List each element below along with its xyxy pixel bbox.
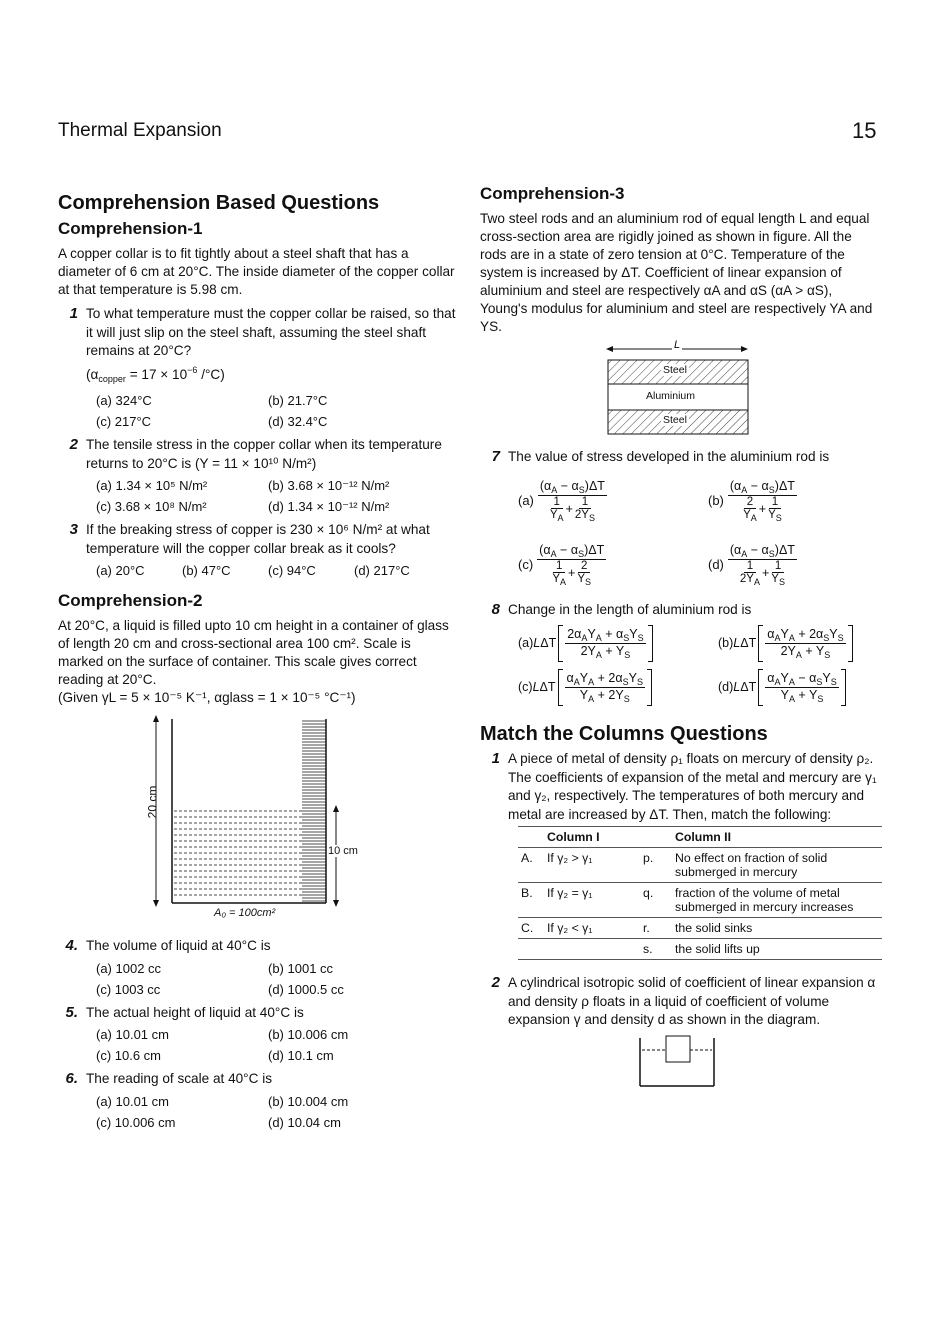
comprehension-3-title: Comprehension-3 xyxy=(480,184,625,203)
option-a: (a) $(\alpha_A - \alpha_S)\Delta T$ 1 $Y_A$ + 1 $2Y_S$ xyxy=(518,478,605,523)
given-constant: ($\alpha_{copper} = 17 \times 10^{-6}$ /°C) xyxy=(86,364,225,384)
container-figure xyxy=(138,713,458,925)
rods-figure xyxy=(604,339,880,438)
option-d: (d) 10.1 cm xyxy=(268,1048,334,1063)
comprehension-1-title: Comprehension-1 xyxy=(58,219,203,238)
option-b: (b) 1001 cc xyxy=(268,960,334,976)
table-row: s. the solid lifts up xyxy=(518,939,882,960)
table-header xyxy=(518,827,882,848)
match-question-2 xyxy=(480,974,880,1030)
question-number: 7 xyxy=(491,448,500,465)
question-8 xyxy=(480,601,880,620)
table-row: C. If γ₂ < γ₁ r. the solid sinks xyxy=(518,918,882,939)
area-label: A₀ = 100cm² xyxy=(214,907,276,919)
column-1-header: Column I xyxy=(544,827,640,848)
question-7-options xyxy=(518,469,880,597)
comprehension-2-title: Comprehension-2 xyxy=(58,591,203,610)
option-c: (c) 1003 cc xyxy=(96,981,161,997)
steel-rod-top-label: Steel xyxy=(663,364,687,376)
height-label: 20 cm xyxy=(145,785,160,819)
scale-ticks xyxy=(302,721,326,901)
question-text: A cylindrical isotropic solid of coefficient of linear expansion α and density ρ floats in a liquid of coefficient of volume expansion γ and density d as shown in the diagram. xyxy=(508,975,876,1027)
match-table xyxy=(518,826,882,960)
option-c: (c) 10.6 cm xyxy=(96,1048,162,1063)
steel-rod-bottom-label: Steel xyxy=(663,414,687,426)
question-6-options xyxy=(96,1091,458,1133)
question-3-options xyxy=(96,560,458,581)
option-d: (d) 1.34 × 10⁻¹² N/m² xyxy=(268,499,390,514)
column-2-header: Column II xyxy=(672,827,882,848)
question-number: 1 xyxy=(69,305,78,322)
option-a: (a) 1002 cc xyxy=(96,960,162,976)
match-columns-title: Match the Columns Questions xyxy=(480,723,768,745)
question-6 xyxy=(58,1070,458,1089)
question-number: 5. xyxy=(65,1003,78,1021)
option-b: (b) 3.68 × 10⁻¹² N/m² xyxy=(268,478,390,493)
table-row: B. If γ₂ = γ₁ q. fraction of the volume of metal submerged in mercury increases xyxy=(518,883,882,918)
question-1 xyxy=(58,305,458,388)
question-text: The volume of liquid at 40°C is xyxy=(86,938,271,953)
question-text: The reading of scale at 40°C is xyxy=(86,1071,273,1086)
option-b: (b) 47°C xyxy=(182,563,231,578)
question-4-options xyxy=(96,958,458,1000)
option-d: (d) 32.4°C xyxy=(268,414,328,429)
option-a: (a) 324°C xyxy=(96,393,152,408)
liquid-level xyxy=(174,811,302,895)
right-column xyxy=(480,184,880,1095)
container-diagram xyxy=(138,713,398,925)
option-c: (c) L ΔT $\frac{\alpha_AY_A + 2\alpha_SY_S}{Y_A + 2Y_S}$ xyxy=(518,665,718,709)
question-2-options xyxy=(96,475,458,517)
left-column xyxy=(58,184,458,1133)
question-number: 1 xyxy=(491,750,500,767)
option-a: (a) 20°C xyxy=(96,563,145,578)
option-a: (a) 10.01 cm xyxy=(96,1027,169,1042)
length-label: L xyxy=(674,339,681,351)
question-text: The value of stress developed in the aluminium rod is xyxy=(508,449,830,464)
option-d: (d) 1000.5 cc xyxy=(268,981,344,997)
question-7 xyxy=(480,448,880,467)
question-text: Change in the length of aluminium rod is xyxy=(508,601,752,617)
option-d: (d) L ΔT $\frac{\alpha_AY_A - \alpha_SY_S}{Y_A + Y_S}$ xyxy=(718,665,918,709)
question-text: The actual height of liquid at 40°C is xyxy=(86,1004,304,1020)
level-label: 10 cm xyxy=(328,845,358,857)
question-5 xyxy=(58,1004,458,1023)
floating-solid-diagram xyxy=(638,1034,718,1090)
floating-solid-figure xyxy=(638,1034,880,1095)
option-d: (d) 10.04 cm xyxy=(268,1114,341,1130)
option-c: (c) $(\alpha_A - \alpha_S)\Delta T$ 1 $Y_A$ + 2 $Y_S$ xyxy=(518,542,605,587)
option-a: (a) L ΔT $\frac{2\alpha_AY_A + \alpha_SY_S}{2Y_A + Y_S}$ xyxy=(518,621,718,665)
question-8-options xyxy=(518,621,880,709)
option-a: (a) 10.01 cm xyxy=(96,1093,169,1109)
question-number: 2 xyxy=(69,436,78,453)
question-text: To what temperature must the copper collar be raised, so that it will just slip on the steel shaft, assuming the steel shaft remains at 20°C? xyxy=(86,306,456,358)
option-c: (c) 217°C xyxy=(96,414,152,429)
option-d: (d) 217°C xyxy=(354,563,410,578)
section-title: Comprehension Based Questions xyxy=(58,192,380,214)
match-question-1 xyxy=(480,750,880,824)
question-number: 8 xyxy=(491,600,500,618)
question-4 xyxy=(58,937,458,956)
table-row: A. If γ₂ > γ₁ p. No effect on fraction of solid submerged in mercury xyxy=(518,848,882,883)
option-d: (d) $(\alpha_A - \alpha_S)\Delta T$ 1 $2Y_A$ + 1 $Y_S$ xyxy=(708,542,795,587)
comprehension-2-passage: At 20°C, a liquid is filled upto 10 cm height in a container of glass of length 20 cm and cross-sectional area 100 cm². Scale is marked on the surface of container. This scale gives correct reading at 20°C. xyxy=(58,618,449,687)
aluminium-rod-label: Aluminium xyxy=(646,390,696,402)
option-a: (a) 1.34 × 10⁵ N/m² xyxy=(96,478,208,493)
question-number: 6. xyxy=(65,1070,78,1087)
question-number: 4. xyxy=(65,937,78,954)
option-b: (b) 10.004 cm xyxy=(268,1093,349,1109)
question-3 xyxy=(58,521,458,558)
comprehension-1-passage: A copper collar is to fit tightly about a steel shaft that has a diameter of 6 cm at 20°C. The inside diameter of the copper collar at that temperature is 5.98 cm. xyxy=(58,246,455,297)
question-2 xyxy=(58,436,458,473)
option-c: (c) 3.68 × 10⁸ N/m² xyxy=(96,499,207,514)
option-c: (c) 94°C xyxy=(268,563,316,578)
question-5-options xyxy=(96,1024,458,1066)
option-b: (b) 21.7°C xyxy=(268,393,328,408)
question-text: The tensile stress in the copper collar when its temperature returns to 20°C is (Y = 11 × 10¹⁰ N/m²) xyxy=(86,437,442,471)
question-text: A piece of metal of density ρ₁ floats on mercury of density ρ₂. The coefficients of expansion of the metal and mercury are γ₁ and γ₂, respectively. The temperatures of both mercury and metal are increased by ΔT. Then, match the following: xyxy=(508,751,877,822)
question-text: If the breaking stress of copper is 230 × 10⁶ N/m² at what temperature will the copper collar break as it cools? xyxy=(86,522,430,556)
running-header: Thermal Expansion xyxy=(58,120,222,141)
option-b: (b) $(\alpha_A - \alpha_S)\Delta T$ 2 $Y_A$ + 1 $Y_S$ xyxy=(708,478,795,523)
option-c: (c) 10.006 cm xyxy=(96,1114,176,1130)
option-b: (b) 10.006 cm xyxy=(268,1027,349,1042)
page-number: 15 xyxy=(852,118,877,143)
comprehension-2-given: (Given γL = 5 × 10⁻⁵ K⁻¹, αglass = 1 × 10⁻⁵ °C⁻¹) xyxy=(58,690,356,705)
question-number: 2 xyxy=(491,974,500,991)
question-number: 3 xyxy=(69,521,78,538)
comprehension-3-passage: Two steel rods and an aluminium rod of equal length L and equal cross-section area are rigidly joined as shown in figure. All the rods are in a state of zero tension at 0°C. Temperature of the system is increased by ΔT. Coefficient of linear expansion of aluminium and steel are respectively αA and αS (αA > αS), Young's modulus for aluminium and steel are respectively YA and YS. xyxy=(480,211,873,334)
question-1-options xyxy=(96,390,458,432)
option-b: (b) L ΔT $\frac{\alpha_AY_A + 2\alpha_SY_S}{2Y_A + Y_S}$ xyxy=(718,621,918,665)
